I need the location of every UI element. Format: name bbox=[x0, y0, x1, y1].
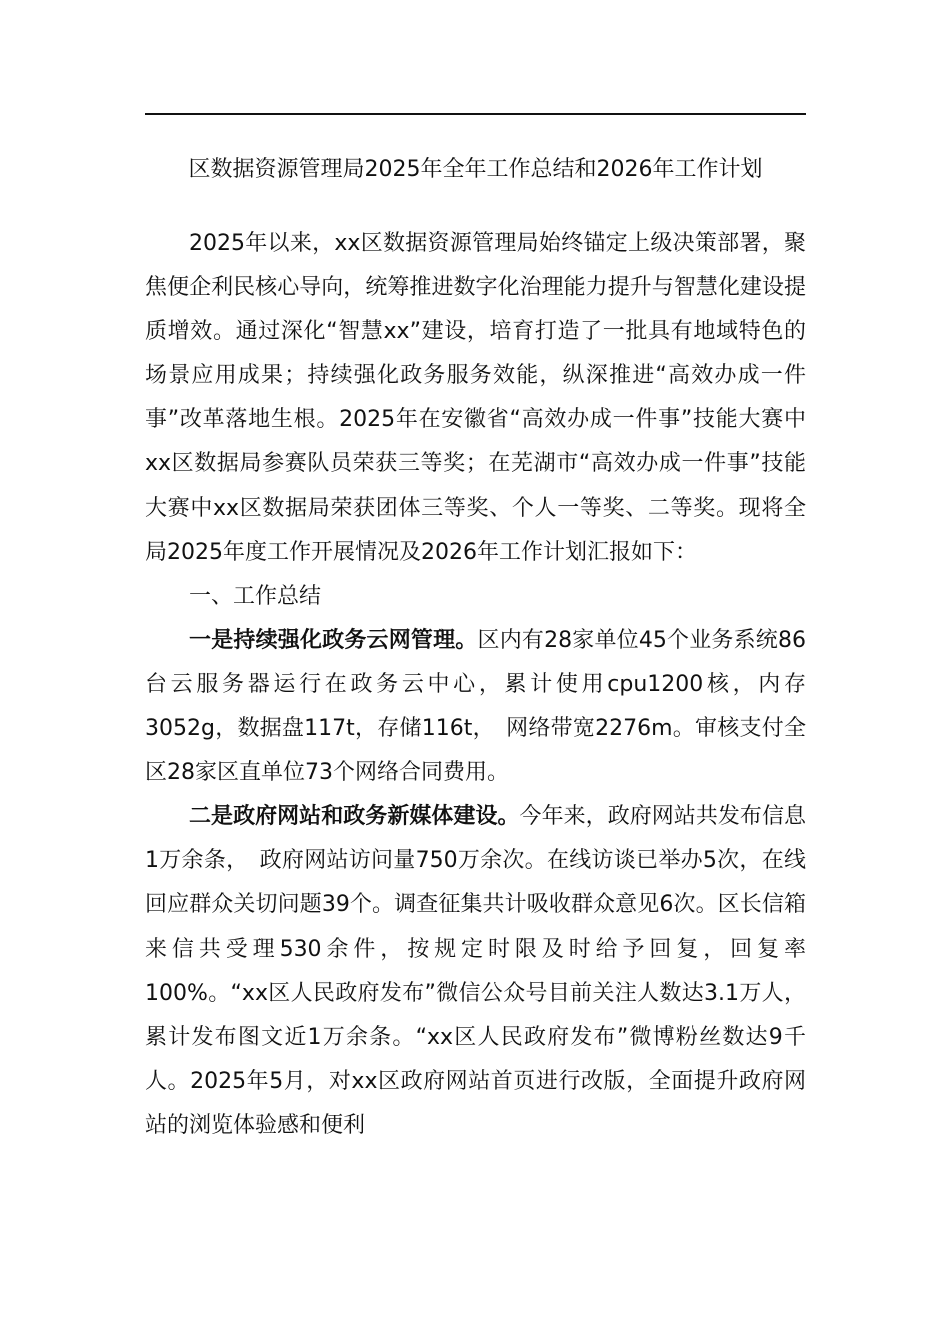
intro-paragraph: 2025年以来，xx区数据资源管理局始终锚定上级决策部署，聚焦便企利民核心导向，统筹推进数字化治理能力提升与智慧化建设提质增效。通过深化“智慧xx”建设，培育打造了一批具有地域特色的场景应用成果；持续强化政务服务效能，纵深推进“高效办成一件事”改革落地生根。2025年在安徽省“高效办成一件事”技能大赛中xx区数据局参赛队员荣获三等奖；在芜湖市“高效办成一件事”技能大赛中xx区数据局荣获团体三等奖、个人一等奖、二等奖。现将全局2025年度工作开展情况及2026年工作计划汇报如下： bbox=[145, 231, 806, 565]
section-heading-work-summary: 一、工作总结 bbox=[189, 583, 322, 609]
item-paragraph-cloud bbox=[145, 619, 806, 795]
item-lead-cloud: 一是持续强化政务云网管理。 bbox=[189, 627, 478, 653]
header-rule bbox=[145, 113, 806, 115]
item-lead-website: 二是政府网站和政务新媒体建设。 bbox=[189, 804, 520, 830]
document-body bbox=[145, 222, 806, 1148]
item-text-cloud: 区内有28家单位45个业务系统86台云服务器运行在政务云中心，累计使用cpu1200核，内存3052g，数据盘117t，存储116t， 网络带宽2276m。审核支付全区28家区直单位73个网络合同费用。 bbox=[145, 627, 806, 786]
item-paragraph-website bbox=[145, 795, 806, 1148]
document-title: 区数据资源管理局2025年全年工作总结和2026年工作计划 bbox=[188, 157, 763, 182]
item-text-website: 今年来，政府网站共发布信息1万余条， 政府网站访问量750万余次。在线访谈已举办5次，在线回应群众关切问题39个。调查征集共计吸收群众意见6次。区长信箱来信共受理530余件，按规定时限及时给予回复，回复率100%。“xx区人民政府发布”微信公众号目前关注人数达3.1万人，累计发布图文近1万余条。“xx区人民政府发布”微博粉丝数达9千人。2025年5月，对xx区政府网站首页进行改版，全面提升政府网站的浏览体验感和便利 bbox=[145, 804, 806, 1138]
